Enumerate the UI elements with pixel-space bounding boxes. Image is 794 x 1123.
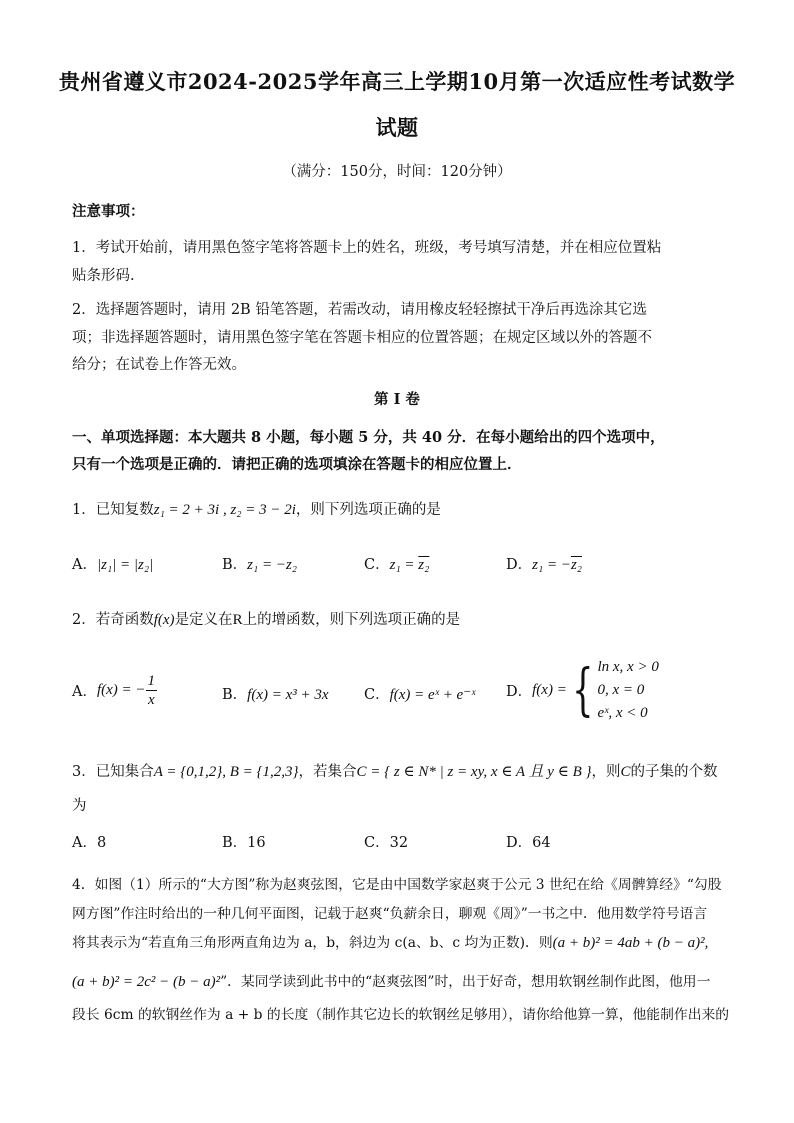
q3-stem-c: C xyxy=(620,764,631,780)
option-label: D． xyxy=(506,684,533,700)
notes-item2-line1: 2．选择题答题时，请用 2B 铅笔答题，若需改动，请用橡皮轻轻擦拭干净后再选涂其它选 xyxy=(72,302,647,318)
q1-stem-prefix: 1．已知复数 xyxy=(72,502,154,518)
option-math: z₁ = xyxy=(389,557,419,573)
q2-stem xyxy=(72,608,460,629)
case-2: 0, x = 0 xyxy=(597,682,645,698)
notes-item2-line2: 项；非选择题答题时，请用黑色签字笔在答题卡相应的位置答题；在规定区域以外的答题不 xyxy=(72,330,652,346)
q4-line4-text: ”．某同学读到此书中的“赵爽弦图”时，出于好奇，想用软钢丝制作此图，他用一 xyxy=(220,974,711,990)
q2-stem-suffix: 上的增函数，则下列选项正确的是 xyxy=(242,612,461,628)
q2-stem-prefix: 2．若奇函数 xyxy=(72,612,154,628)
option-math-conjugate: z₂ xyxy=(418,557,430,573)
q3-option-d[interactable]: D．64 xyxy=(506,835,551,851)
option-math-conjugate: z₂ xyxy=(570,557,582,573)
exam-title-line2: 试题 xyxy=(375,115,419,140)
q2-option-d[interactable] xyxy=(506,656,659,725)
q3-stem-line2: 为 xyxy=(72,798,87,814)
q1-option-d[interactable] xyxy=(506,553,582,574)
case-1: ln x, x > 0 xyxy=(597,659,659,675)
q4-line3-text: 将其表示为“若直角三角形两直角边为 a，b，斜边为 c(a、b、c 均为正数)．则 xyxy=(72,935,553,951)
fraction-denominator: x xyxy=(147,692,155,708)
option-math: z₁ = −z₂ xyxy=(247,557,298,573)
fraction-numerator: 1 xyxy=(147,673,156,689)
option-math: f(x) = eˣ + e⁻ˣ xyxy=(389,687,476,703)
option-label: B． xyxy=(222,687,248,703)
option-label: D． xyxy=(506,557,533,573)
case-3: eˣ, x < 0 xyxy=(597,705,648,721)
q2-stem-math: f(x) xyxy=(153,612,175,628)
section-instructions-line1: 一、单项选择题：本大题共 8 小题，每小题 5 分，共 40 分．在每小题给出的四个选项中， xyxy=(72,429,665,446)
option-math: |z₁| = |z₂| xyxy=(96,557,154,573)
exam-subtitle: （满分：150分，时间：120分钟） xyxy=(282,164,512,180)
q4-line1: 4．如图（1）所示的“大方图”称为赵爽弦图，它是由中国数学家赵爽于公元 3 世纪在给《周髀算经》“勾股 xyxy=(72,877,722,893)
option-label: C． xyxy=(364,687,390,703)
q1-stem-suffix: ，则下列选项正确的是 xyxy=(295,502,441,518)
q2-stem-r: R xyxy=(232,612,243,628)
q4-line3-math: (a + b)² = 4ab + (b − a)², xyxy=(552,935,709,951)
option-math: z₁ = − xyxy=(532,557,571,573)
option-math: f(x) = x³ + 3x xyxy=(247,687,329,703)
q4-line4 xyxy=(72,970,710,991)
q1-stem xyxy=(72,498,441,519)
option-label: C． xyxy=(364,557,390,573)
q3-stem-math1: A = {0,1,2}, B = {1,2,3} xyxy=(153,764,299,780)
section-instructions-line2: 只有一个选项是正确的．请把正确的选项填涂在答题卡的相应位置上． xyxy=(72,456,522,473)
q4-line3 xyxy=(72,931,708,952)
option-label: A． xyxy=(72,557,97,573)
piecewise-cases xyxy=(597,656,658,725)
exam-title-line1: 贵州省遵义市2024-2025学年高三上学期10月第一次适应性考试数学 xyxy=(58,69,736,94)
q2-option-a[interactable] xyxy=(72,672,157,709)
q4-line2: 网方图”作注时给出的一种几何平面图，记载于赵爽“负薪余日，聊观《周》”一书之中．他用数学符号语言 xyxy=(72,906,708,922)
option-math: f(x) = − xyxy=(96,682,146,698)
q3-option-a[interactable]: A．8 xyxy=(72,835,107,851)
option-math: f(x) = xyxy=(532,682,567,698)
q1-option-a[interactable] xyxy=(72,553,153,574)
notes-item1-line2: 贴条形码. xyxy=(72,268,135,284)
q3-stem-suffix2: 的子集的个数 xyxy=(630,764,718,780)
q3-stem-math2: C = { z ∈ N* | z = xy, x ∈ A 且 y ∈ B } xyxy=(356,764,592,780)
part-label: 第 I 卷 xyxy=(374,391,420,408)
notes-item1-line1: 1．考试开始前，请用黑色签字笔将答题卡上的姓名，班级，考号填写清楚，并在相应位置粘 xyxy=(72,240,662,256)
q3-stem-line1 xyxy=(72,760,718,781)
q3-stem-mid: ，若集合 xyxy=(298,764,357,780)
q2-option-c[interactable] xyxy=(364,683,475,704)
q4-line5: 段长 6cm 的软钢丝作为 a + b 的长度（制作其它边长的软钢丝足够用），请你给他算一算，他能制作出来的 xyxy=(72,1007,730,1023)
q1-option-b[interactable] xyxy=(222,553,297,574)
notes-item2-line3: 给分；在试卷上作答无效。 xyxy=(72,357,246,373)
q2-stem-mid: 是定义在 xyxy=(174,612,233,628)
q2-option-b[interactable] xyxy=(222,683,329,704)
brace-glyph: { xyxy=(571,657,594,723)
q4-line4-math: (a + b)² = 2c² − (b − a)² xyxy=(72,974,221,990)
piecewise-brace xyxy=(567,657,598,723)
option-fraction xyxy=(146,672,158,709)
q3-stem-prefix: 3．已知集合 xyxy=(72,764,154,780)
notes-heading: 注意事项： xyxy=(72,203,145,220)
option-label: A． xyxy=(72,684,97,700)
q1-stem-math: z₁ = 2 + 3i , z₂ = 3 − 2i xyxy=(153,502,296,518)
q3-stem-suffix1: ，则 xyxy=(591,764,621,780)
q1-option-c[interactable] xyxy=(364,553,429,574)
q3-option-c[interactable]: C．32 xyxy=(364,835,409,851)
option-label: B． xyxy=(222,557,248,573)
q3-option-b[interactable]: B．16 xyxy=(222,835,266,851)
